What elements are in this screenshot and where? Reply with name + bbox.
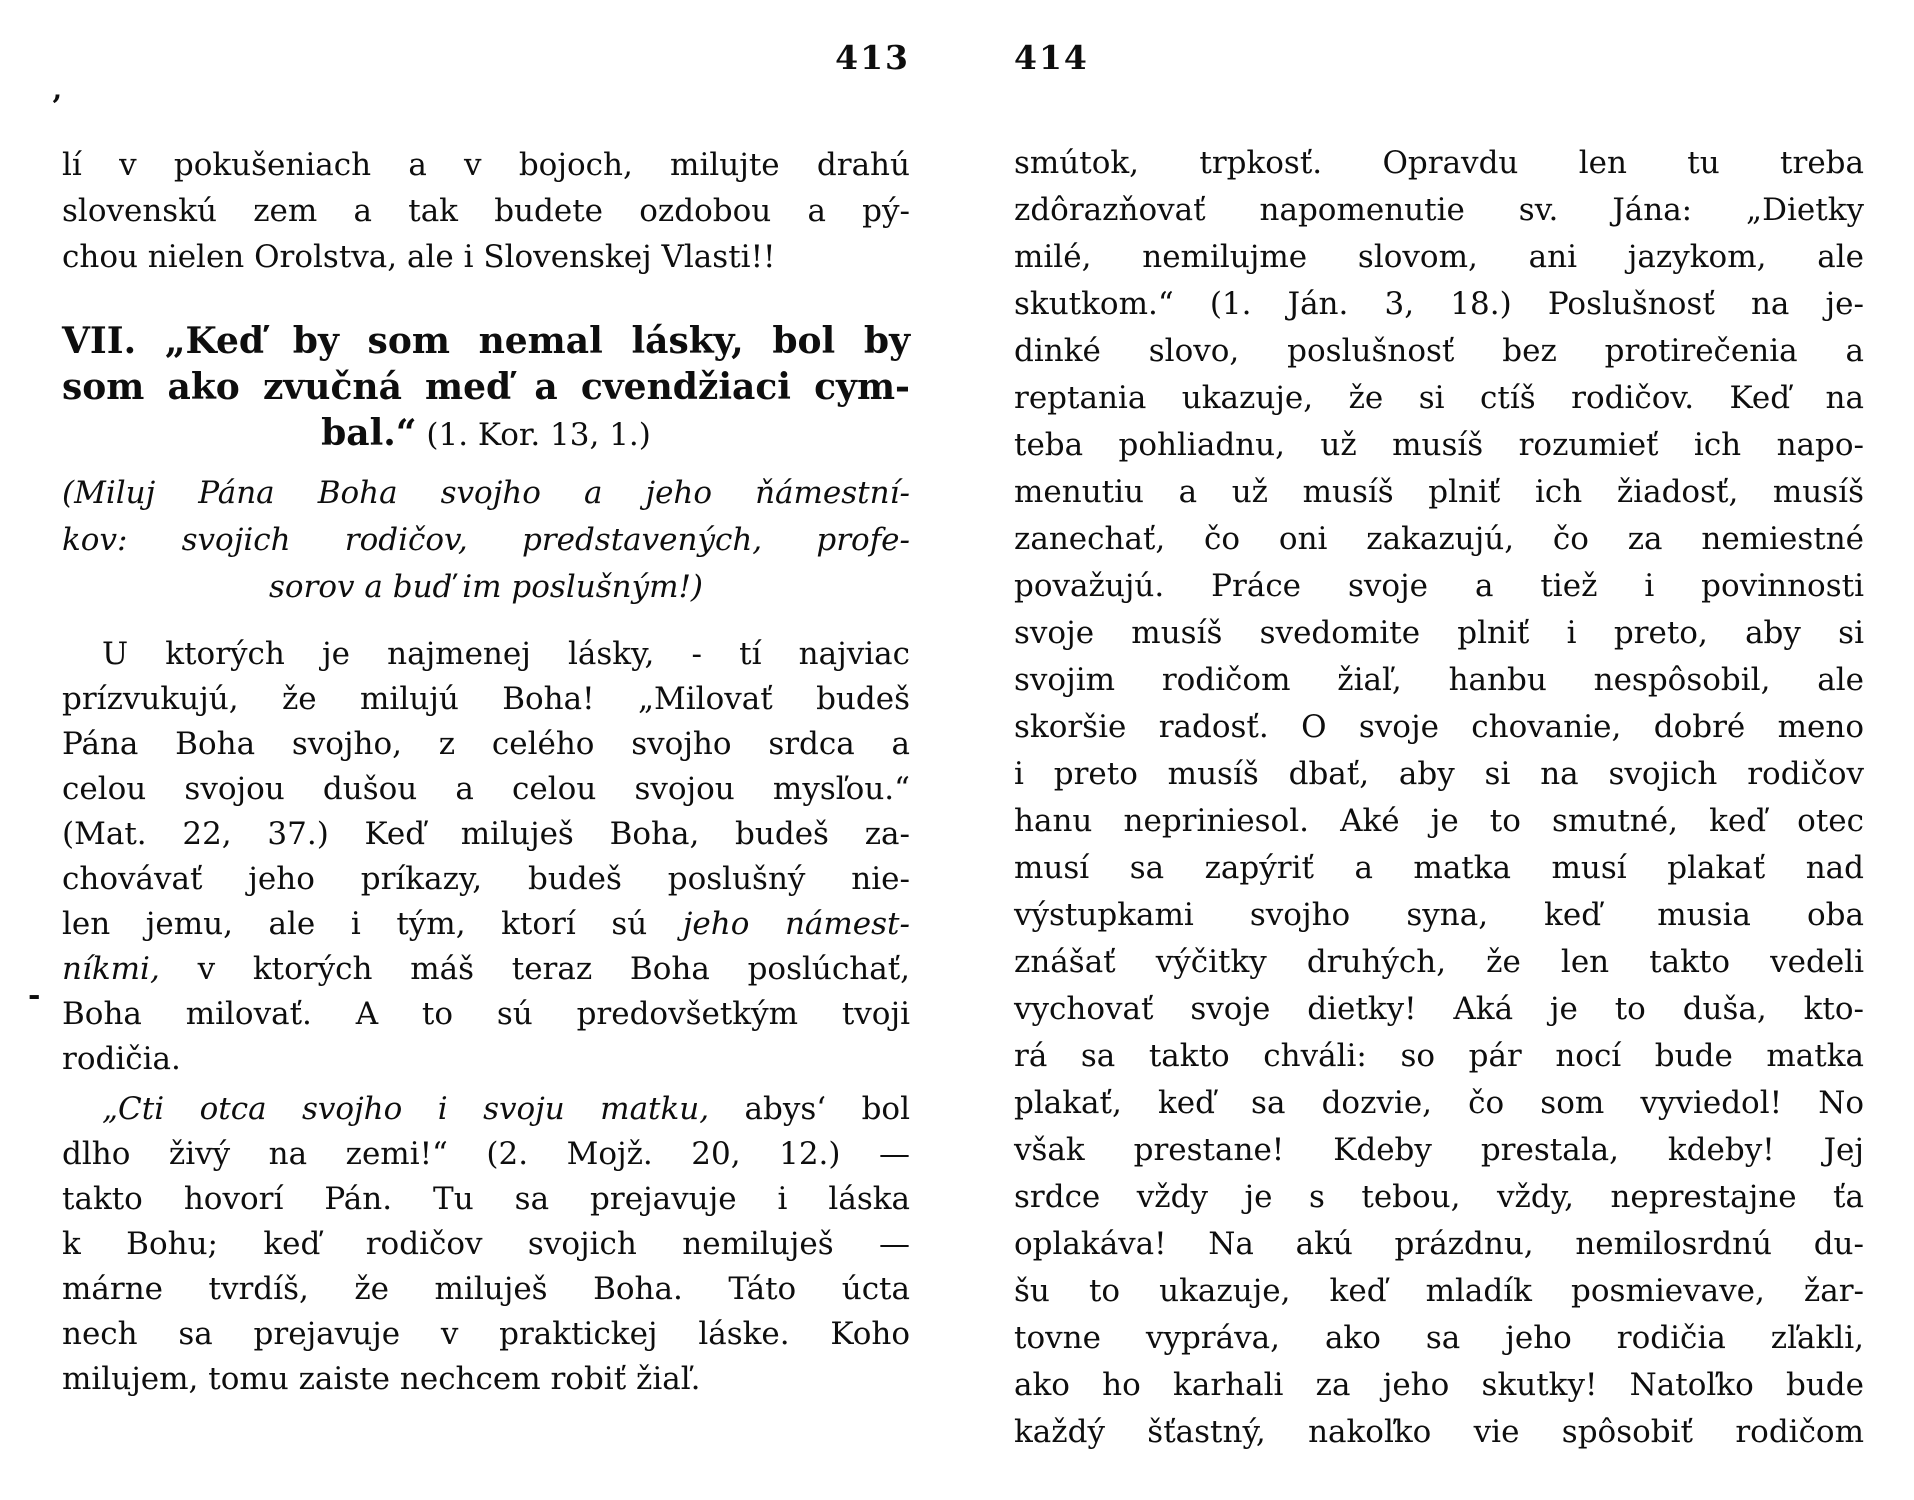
text-line: svojim rodičom žiaľ, hanbu nespôsobil, ale (1014, 662, 1864, 698)
text-line: teba pohliadnu, už musíš rozumieť ich napo- (1014, 427, 1864, 463)
text-line: zanechať, čo oni zakazujú, čo za nemiestné (1014, 521, 1864, 557)
left-page-column (62, 142, 910, 1402)
motto-line: kov: svojich rodičov, predstavených, profe- (62, 522, 910, 558)
text-segment-italic: níkmi, (62, 951, 160, 987)
text-line: slovenskú zem a tak budete ozdobou a pý- (62, 193, 910, 229)
text-line: tovne vypráva, ako sa jeho rodičia zľakli, (1014, 1320, 1864, 1356)
text-line: znášať výčitky druhých, že len takto vedeli (1014, 944, 1864, 980)
margin-mark-dash: - (28, 978, 41, 1013)
text-line: i preto musíš dbať, aby si na svojich rodičov (1014, 756, 1864, 792)
chapter-heading-line-3 (62, 410, 910, 458)
motto-block (62, 470, 910, 611)
text-segment: len jemu, ale i tým, ktorí sú (62, 906, 683, 942)
text-line: U ktorých je najmenej lásky, - tí najviac (102, 636, 910, 672)
text-line: každý šťastný, nakoľko vie spôsobiť rodičom (1014, 1414, 1864, 1450)
text-line: však prestane! Kdeby prestala, kdeby! Jej (1014, 1132, 1864, 1168)
page-number-left: 413 (835, 38, 910, 77)
text-line: smútok, trpkosť. Opravdu len tu treba (1014, 145, 1864, 181)
text-line: menutiu a už musíš plniť ich žiadosť, musíš (1014, 474, 1864, 510)
text-line: dinké slovo, poslušnosť bez protirečenia a (1014, 333, 1864, 369)
text-line: skutkom.“ (1. Ján. 3, 18.) Poslušnosť na je- (1014, 286, 1864, 322)
chapter-heading-line-1: VII. „Keď by som nemal lásky, bol by (62, 320, 910, 362)
text-segment-italic: jeho námest- (682, 906, 910, 942)
text-line: takto hovorí Pán. Tu sa prejavuje i láska (62, 1181, 910, 1217)
text-line: dlho živý na zemi!“ (2. Mojž. 20, 12.) — (62, 1136, 910, 1172)
text-line: ako ho karhali za jeho skutky! Natoľko bude (1014, 1367, 1864, 1403)
text-segment: v ktorých máš teraz Boha poslúchať, (159, 951, 910, 987)
text-line: nech sa prejavuje v praktickej láske. Koho (62, 1316, 910, 1352)
text-line: oplakáva! Na akú prázdnu, nemilosrdnú du- (1014, 1226, 1864, 1262)
text-line: reptania ukazuje, že si ctíš rodičov. Keď na (1014, 380, 1864, 416)
scripture-reference: (1. Kor. 13, 1.) (416, 417, 651, 453)
paragraph-continuation (62, 142, 910, 280)
text-line: rá sa takto chváli: so pár nocí bude matka (1014, 1038, 1864, 1074)
text-line (62, 1087, 910, 1132)
text-line: považujú. Práce svoje a tiež i povinnosti (1014, 568, 1864, 604)
text-line: musí sa zapýriť a matka musí plakať nad (1014, 850, 1864, 886)
text-line: (Mat. 22, 37.) Keď miluješ Boha, budeš za- (62, 816, 910, 852)
text-line: plakať, keď sa dozvie, čo som vyviedol! No (1014, 1085, 1864, 1121)
text-line: vychovať svoje dietky! Aká je to duša, kto- (1014, 991, 1864, 1027)
motto-line: sorov a buď im poslušným!) (268, 569, 704, 605)
text-line (62, 902, 910, 947)
text-line: Pána Boha svojho, z celého svojho srdca a (62, 726, 910, 762)
text-line: svoje musíš svedomite plniť i preto, aby si (1014, 615, 1864, 651)
right-page-column (1014, 140, 1864, 1456)
heading-end: bal.“ (321, 412, 417, 454)
text-line: chou nielen Orolstva, ale i Slovenskej Vlasti!! (62, 239, 776, 275)
page-number-right: 414 (1014, 38, 1089, 77)
text-line: milujem, tomu zaiste nechcem robiť žiaľ. (62, 1361, 701, 1397)
margin-mark-apostrophe: ‚ (52, 72, 63, 107)
text-line: rodičia. (62, 1041, 181, 1077)
text-line: zdôrazňovať napomenutie sv. Jána: „Dietky (1014, 192, 1864, 228)
text-line: márne tvrdíš, že miluješ Boha. Táto úcta (62, 1271, 910, 1307)
paragraph (62, 632, 910, 1082)
text-line: Boha milovať. A to sú predovšetkým tvoji (62, 996, 910, 1032)
text-line: k Bohu; keď rodičov svojich nemiluješ — (62, 1226, 910, 1262)
text-line: chovávať jeho príkazy, budeš poslušný nie- (62, 861, 910, 897)
chapter-heading-line-2: som ako zvučná meď a cvendžiaci cym- (62, 366, 910, 408)
text-line (62, 947, 910, 992)
text-line: srdce vždy je s tebou, vždy, neprestajne ťa (1014, 1179, 1864, 1215)
text-line: šu to ukazuje, keď mladík posmievave, žar- (1014, 1273, 1864, 1309)
text-line: prízvukujú, že milujú Boha! „Milovať budeš (62, 681, 910, 717)
text-line: výstupkami svojho syna, keď musia oba (1014, 897, 1864, 933)
text-line: hanu nepriniesol. Aké je to smutné, keď otec (1014, 803, 1864, 839)
text-line: milé, nemilujme slovom, ani jazykom, ale (1014, 239, 1864, 275)
text-segment: abys‘ bol (709, 1091, 910, 1127)
chapter-heading (62, 318, 910, 458)
text-line: skoršie radosť. O svoje chovanie, dobré meno (1014, 709, 1864, 745)
motto-line: (Miluj Pána Boha svojho a jeho ňámestní- (62, 475, 910, 511)
paragraph (62, 1087, 910, 1402)
text-segment-italic: „Cti otca svojho i svoju matku, (102, 1091, 710, 1127)
text-line: lí v pokušeniach a v bojoch, milujte drahú (62, 147, 910, 183)
text-line: celou svojou dušou a celou svojou mysľou.“ (62, 771, 910, 807)
